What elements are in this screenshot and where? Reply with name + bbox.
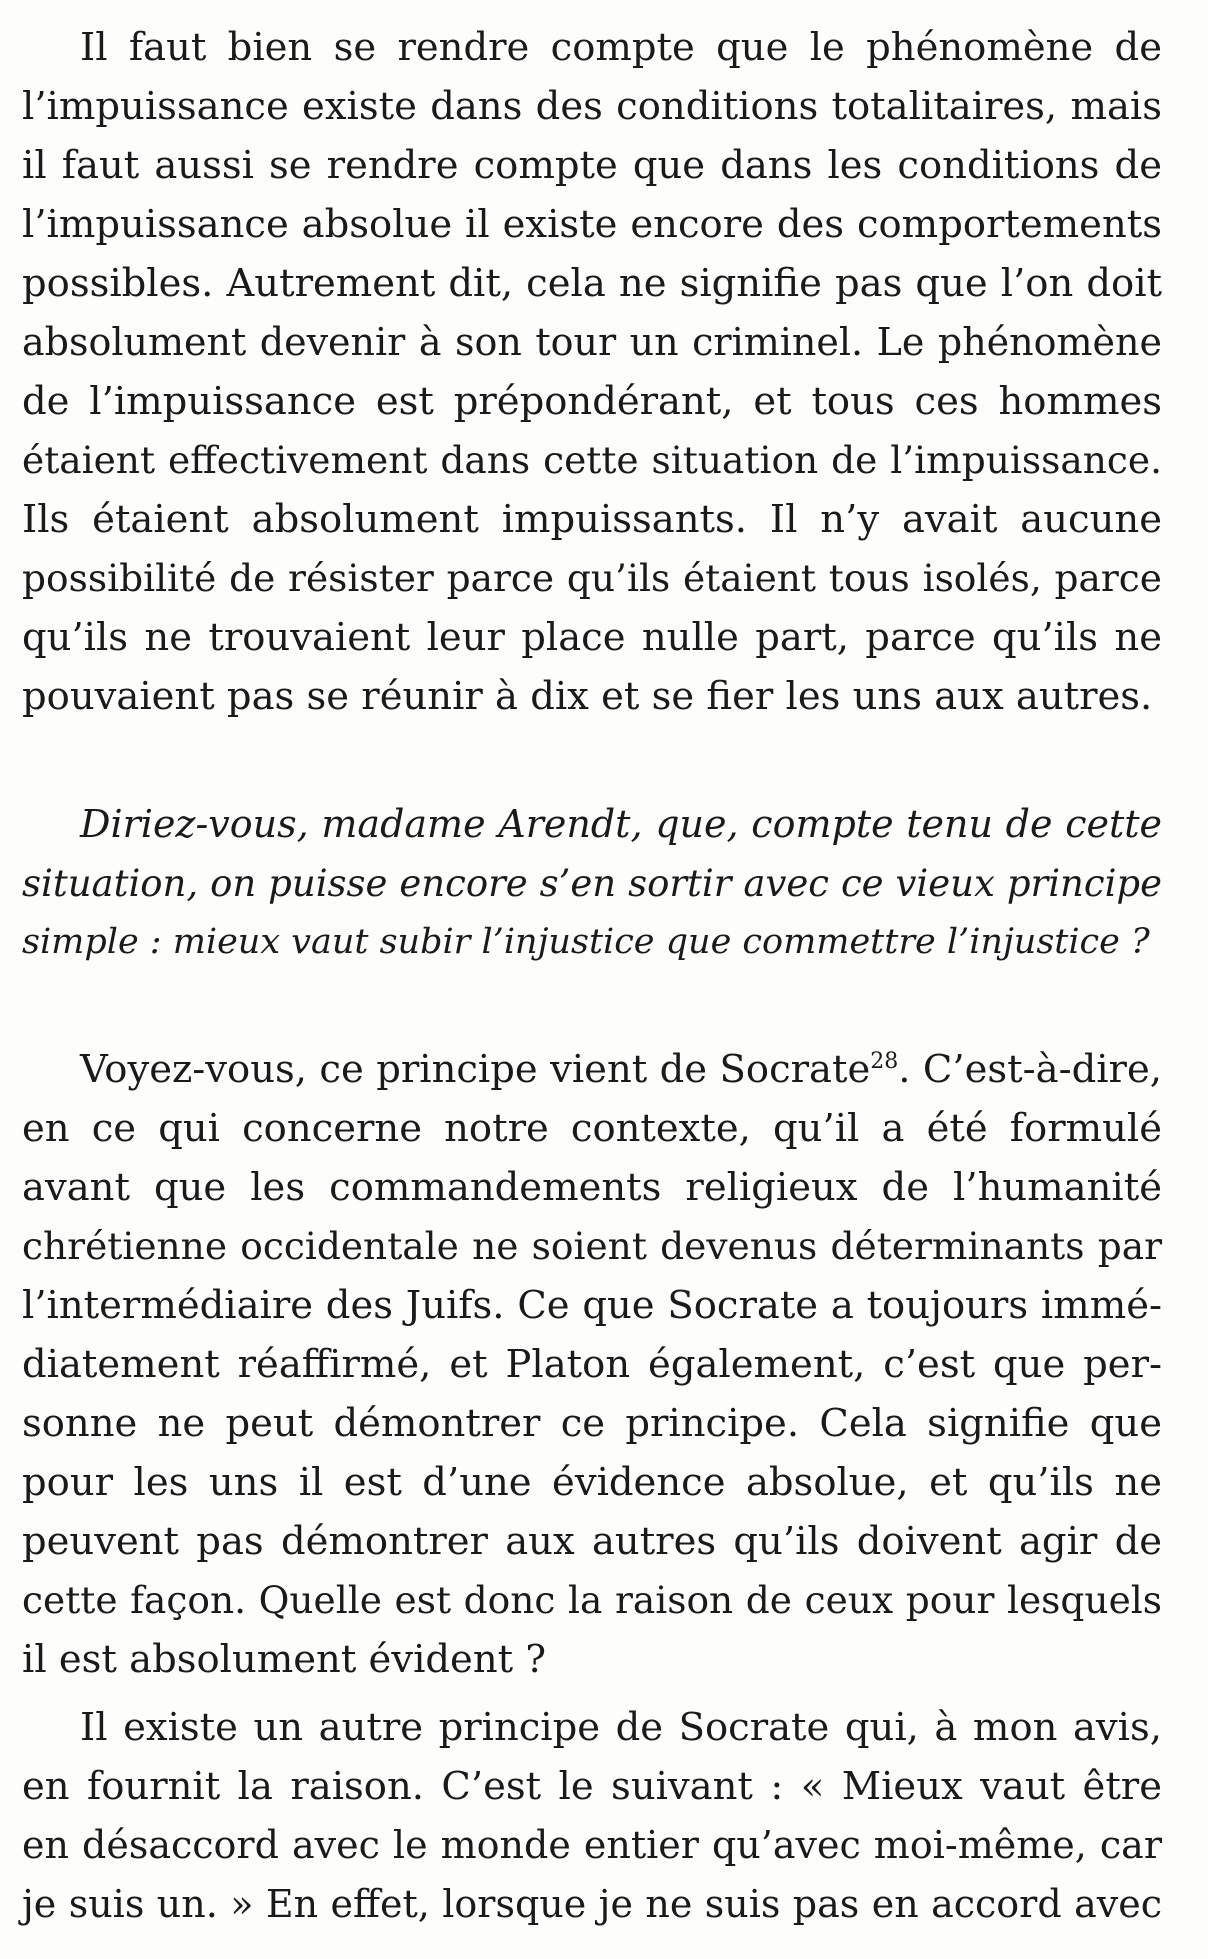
text-line: de l’impuissance est prépondérant, et tous ces hommes xyxy=(22,379,1162,424)
text-line: Il faut bien se rendre compte que le phénomène de xyxy=(80,25,1162,70)
text-line: pour les uns il est d’une évidence absolue, et qu’ils ne xyxy=(22,1460,1162,1505)
text-line: il faut aussi se rendre compte que dans les conditions de xyxy=(22,143,1162,188)
text-line: Il existe un autre principe de Socrate qui, à mon avis, xyxy=(80,1705,1162,1750)
text-line: chrétienne occidentale ne soient devenus déterminants par xyxy=(22,1224,1162,1268)
text-line: sonne ne peut démontrer ce principe. Cela signifie que xyxy=(22,1401,1162,1446)
text-line: pouvaient pas se réunir à dix et se fier les uns aux autres. xyxy=(22,674,1153,719)
text-line-with-footnote xyxy=(22,1040,1162,1099)
text-line: possibilité de résister parce qu’ils étaient tous isolés, parce xyxy=(22,556,1162,600)
paragraph-question-arendt xyxy=(22,795,1162,972)
text-line: Ils étaient absolument impuissants. Il n’y avait aucune xyxy=(22,497,1162,542)
text-segment: . C’est-à-dire, xyxy=(898,1047,1162,1092)
paragraph-answer-impuissance xyxy=(22,18,1162,726)
text-line: en fournit la raison. C’est le suivant : « Mieux vaut être xyxy=(22,1764,1162,1809)
text-line: qu’ils ne trouvaient leur place nulle part, parce qu’ils ne xyxy=(22,615,1162,660)
text-line: je suis un. » En effet, lorsque je ne suis pas en accord avec xyxy=(22,1882,1162,1926)
text-line: simple : mieux vaut subir l’injustice que commettre l’injustice ? xyxy=(22,922,1150,962)
text-line: l’impuissance absolue il existe encore des comportements xyxy=(22,202,1162,247)
text-line: peuvent pas démontrer aux autres qu’ils doivent agir de xyxy=(22,1519,1162,1564)
text-line: avant que les commandements religieux de l’humanité xyxy=(22,1165,1162,1210)
paragraph-answer-desaccord xyxy=(22,1698,1162,1934)
text-line: diatement réaffirmé, et Platon également, c’est que per- xyxy=(22,1342,1162,1387)
text-line: il est absolument évident ? xyxy=(22,1637,546,1682)
text-line: étaient effectivement dans cette situation de l’impuissance. xyxy=(22,438,1162,482)
text-line: l’impuissance existe dans des conditions totalitaires, mais xyxy=(22,84,1162,129)
text-line: absolument devenir à son tour un criminel. Le phénomène xyxy=(22,320,1162,364)
text-line: cette façon. Quelle est donc la raison de ceux pour lesquels xyxy=(22,1578,1162,1622)
footnote-reference[interactable]: 28 xyxy=(870,1049,899,1075)
text-line: en ce qui concerne notre contexte, qu’il a été formulé xyxy=(22,1106,1162,1151)
text-line: l’intermédiaire des Juifs. Ce que Socrate a toujours immé- xyxy=(22,1283,1162,1328)
text-segment: Voyez-vous, ce principe vient de Socrate xyxy=(80,1047,871,1092)
text-line: situation, on puisse encore s’en sortir avec ce vieux principe xyxy=(22,862,1162,905)
text-line: Diriez-vous, madame Arendt, que, compte tenu de cette xyxy=(80,802,1162,846)
text-line: possibles. Autrement dit, cela ne signifie pas que l’on doit xyxy=(22,261,1162,306)
paragraph-answer-socrate xyxy=(22,1040,1162,1689)
text-line: en désaccord avec le monde entier qu’avec moi-même, car xyxy=(22,1823,1162,1867)
